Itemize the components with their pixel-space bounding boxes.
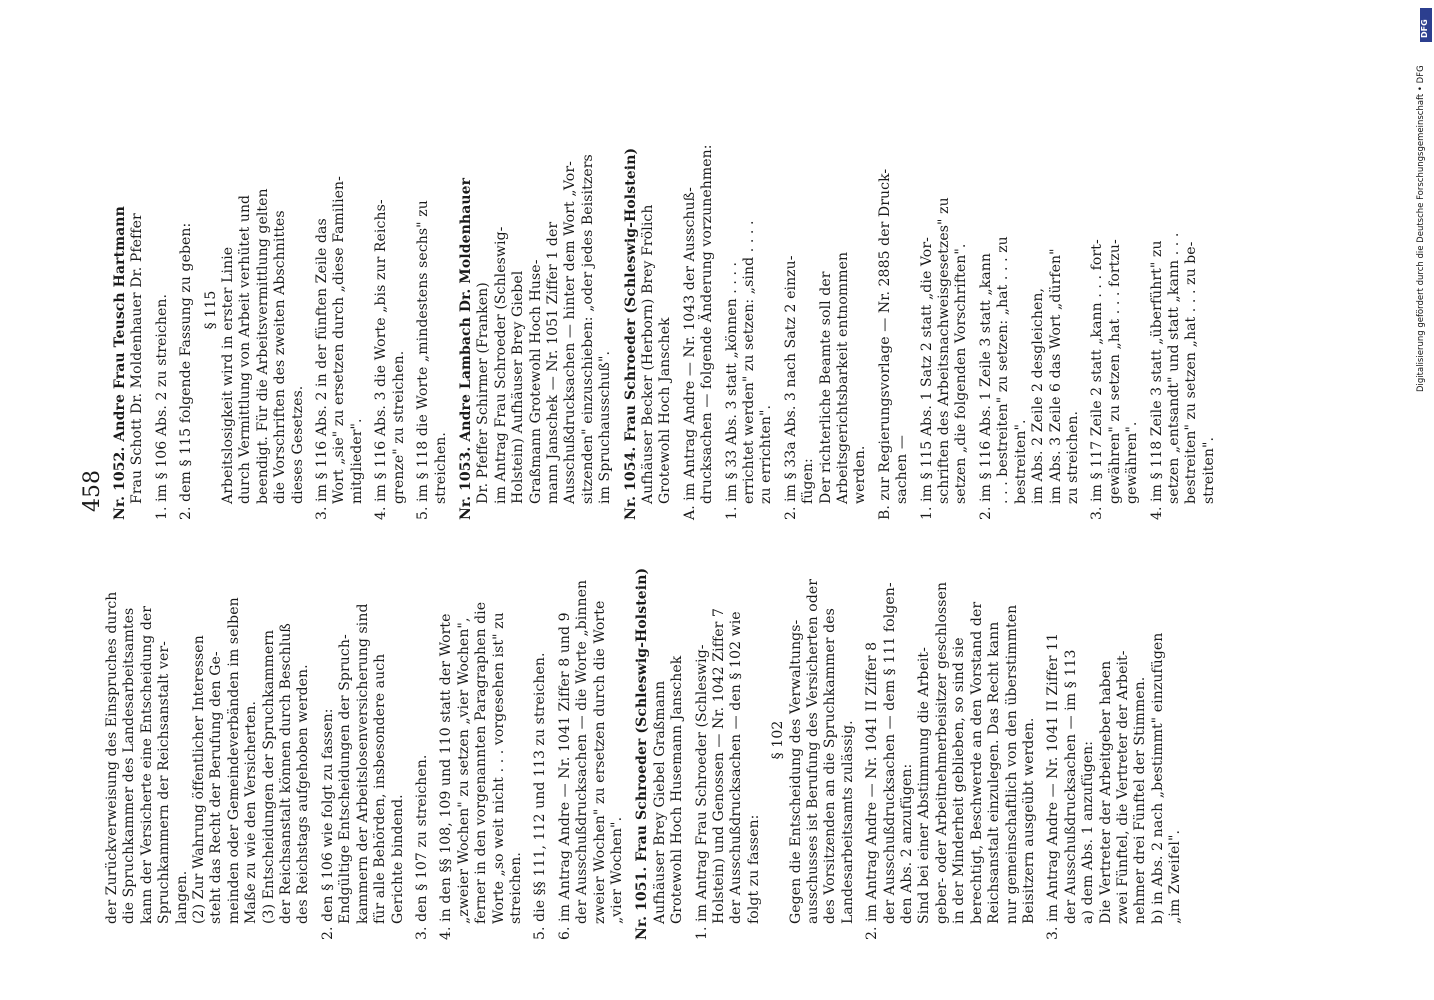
text-line: bestreiten". — [1012, 419, 1029, 504]
text-line: 4. in den §§ 108, 109 und 110 statt der Worte — [438, 613, 455, 940]
text-line: Ausschußdrucksachen — hinter dem Wort „Vor- — [562, 161, 579, 504]
text-line: 2. im § 33a Abs. 3 nach Satz 2 einzu- — [782, 255, 799, 520]
text-line: 5. im § 118 die Worte „mindestens sechs" zu — [415, 200, 432, 520]
text-line: 1. im § 33 Abs. 3 statt „können . . . . — [723, 261, 740, 520]
text-line: folgt zu fassen: — [745, 814, 762, 924]
right-column — [104, 100, 1217, 520]
text-line: kann der Versicherte eine Entscheidung der — [138, 605, 155, 924]
text-line: Nr. 1053. Andre Lambach Dr. Moldenhauer — [457, 177, 474, 520]
text-line: 2. im § 116 Abs. 1 Zeile 3 statt „kann — [977, 253, 994, 520]
text-line: setzen „entsandt" und statt „kann . . . — [1165, 232, 1182, 504]
page-number: 458 — [80, 470, 105, 512]
text-line: sachen — — [894, 435, 911, 504]
text-line: bestreiten" zu setzen „hat . . . zu be- — [1183, 241, 1200, 504]
text-line: Frau Schott Dr. Moldenhauer Dr. Pfeffer — [129, 213, 146, 504]
text-line: steht das Recht der Berufung den Ge- — [208, 651, 225, 924]
text-line: zweier Wochen" zu ersetzen durch die Worte — [591, 600, 608, 924]
text-line: 2. dem § 115 folgende Fassung zu geben: — [178, 222, 195, 520]
text-line: streichen. — [432, 432, 449, 504]
text-line: im Abs. 2 Zeile 2 desgleichen, — [1030, 287, 1047, 504]
text-line: des Reichstags aufgehoben werden. — [295, 664, 312, 924]
text-line: Grotewohl Hoch Husemann Janschek — [669, 655, 686, 924]
text-line: grenze" zu streichen. — [390, 350, 407, 504]
text-line: dieses Gesetzes. — [289, 385, 306, 504]
text-line: setzen „die folgenden Vorschriften". — [953, 243, 970, 504]
text-line: durch Vermittlung von Arbeit verhütet und — [237, 194, 254, 504]
text-line: nehmer drei Fünftel der Stimmen. — [1132, 676, 1149, 924]
text-line: (2) Zur Wahrung öffentlicher Interessen — [191, 635, 208, 924]
text-line: 3. im § 117 Zeile 2 statt „kann . . . fort- — [1089, 239, 1106, 520]
text-line: der Ausschußdrucksachen — dem § 111 folgen- — [881, 582, 898, 924]
text-line: Beisitzern ausgeübt werden. — [1020, 717, 1037, 924]
text-line: a) dem Abs. 1 anzufügen: — [1080, 740, 1097, 924]
text-line: der Ausschußdrucksachen — die Worte „binnen — [574, 579, 591, 924]
text-line: . . . bestreiten" zu setzen: „hat . . . zu — [995, 236, 1012, 504]
digitization-note — [1416, 0, 1434, 1000]
text-line: 4. im § 116 Abs. 3 die Worte „bis zur Reichs- — [373, 199, 390, 520]
text-line: Maße zu wie den Versicherten. — [243, 700, 260, 924]
text-line: der Ausschußdrucksachen — den § 102 wie — [728, 611, 745, 924]
text-line: 2. den § 106 wie folgt zu fassen: — [319, 708, 336, 940]
text-line: (3) Entscheidungen der Spruchkammern — [260, 629, 277, 924]
text-line: schriften des Arbeitsnachweisgesetzes" zu — [936, 197, 953, 504]
text-line: Holstein) Aufhäuser Brey Giebel — [510, 270, 527, 504]
text-line: A. im Antrag Andre — Nr. 1043 der Ausschuß- — [681, 187, 698, 520]
text-line: 1. im § 106 Abs. 2 zu streichen. — [153, 293, 170, 520]
text-line: beendigt. Für die Arbeitsvermittlung gelten — [254, 188, 271, 504]
text-line: b) in Abs. 2 nach „bestimmt" einzufügen — [1149, 632, 1166, 924]
text-line: Dr. Pfeffer Schirmer (Franken) — [475, 282, 492, 504]
text-line: streichen. — [507, 852, 524, 924]
text-line: 5. die §§ 111, 112 und 113 zu streichen. — [532, 652, 549, 940]
text-line: Landesarbeitsamts zulässig. — [839, 720, 856, 924]
text-line: Spruchkammern der Reichsanstalt ver- — [156, 641, 173, 924]
text-line: 4. im § 118 Zeile 3 statt „überführt" zu — [1148, 240, 1165, 520]
text-line: B. zur Regierungsvorlage — Nr. 2885 der Druck- — [876, 168, 893, 520]
text-line: Gerichte bindend. — [389, 794, 406, 924]
text-line: Grotewohl Hoch Janschek — [657, 317, 674, 504]
text-line: für alle Behörden, insbesondere auch — [372, 653, 389, 924]
text-line: Nr. 1052. Andre Frau Teusch Hartmann — [112, 206, 128, 520]
text-line: Aufhäuser Becker (Herborn) Brey Frölich — [639, 204, 656, 504]
dfg-logo-text: DFG — [1420, 19, 1429, 38]
text-line: Worte „so weit nicht . . . vorgesehen ist" zu — [490, 612, 507, 924]
text-line: Reichsanstalt einzulegen. Das Recht kann — [986, 621, 1003, 924]
text-line: meinden oder Gemeindeverbänden im selben — [225, 597, 242, 924]
text-line: nur gemeinschaftlich von den überstimmten — [1003, 604, 1020, 924]
text-line: berechtigt, Beschwerde an den Vorstand der — [968, 601, 985, 924]
text-line: 2. im Antrag Andre — Nr. 1041 II Ziffer 8 — [864, 641, 881, 940]
text-line: Endgültige Entscheidungen der Spruch- — [337, 634, 354, 924]
text-line: mitglieder". — [348, 418, 365, 504]
text-line: in der Minderheit geblieben, so sind sie — [951, 637, 968, 924]
text-line: Gegen die Entscheidung des Verwaltungs- — [787, 619, 804, 924]
text-line: mann Janschek — Nr. 1051 Ziffer 1 der — [544, 221, 561, 504]
text-line: fügen: — [800, 458, 817, 504]
text-line: § 115 — [202, 290, 219, 330]
text-line: „zweier Wochen" zu setzen „vier Wochen", — [455, 617, 472, 924]
text-line: kammern der Arbeitslosenversicherung sind — [354, 603, 371, 924]
text-line: zwei Fünftel, die Vertreter der Arbeit- — [1114, 650, 1131, 924]
text-line: die Vorschriften des zweiten Abschnittes — [272, 210, 289, 504]
text-line: Die Vertreter der Arbeitgeber haben — [1097, 660, 1114, 924]
text-line: im Antrag Frau Schroeder (Schleswig- — [492, 226, 509, 504]
text-line: § 102 — [770, 720, 787, 760]
rotated-text-frame — [80, 90, 1217, 940]
text-line: im Spruchausschuß". — [597, 350, 614, 504]
text-line: streiten". — [1200, 436, 1217, 504]
text-line: den Abs. 2 anzufügen: — [899, 763, 916, 924]
text-line: Der richterliche Beamte soll der — [817, 271, 834, 504]
text-line: Holstein) und Genossen — Nr. 1042 Ziffer 7 — [711, 607, 727, 924]
text-line: gewähren" zu setzen „hat . . . fortzu- — [1106, 239, 1123, 504]
text-line: geber- oder Arbeitnehmerbeisitzer geschlossen — [933, 581, 950, 924]
text-line: zu streichen. — [1064, 410, 1081, 504]
text-line: im Abs. 3 Zeile 6 das Wort „dürfen" — [1047, 248, 1064, 504]
text-line: langen. — [173, 870, 190, 924]
digitization-note-text: Digitalisierung gefördert durch die Deutsche Forschungsgemeinschaft • DFG — [1416, 65, 1426, 392]
text-line: der Ausschußdrucksachen — im § 113 — [1062, 649, 1079, 924]
text-line: Graßmann Grotewohl Hoch Huse- — [527, 259, 544, 504]
text-line: Nr. 1054. Frau Schroeder (Schleswig-Holstein) — [622, 147, 639, 520]
text-line: Aufhäuser Brey Giebel Graßmann — [651, 680, 668, 924]
text-line: Sind bei einer Abstimmung die Arbeit- — [916, 647, 933, 924]
text-line: der Zurückverweisung des Einspruches durch — [104, 591, 120, 924]
text-line: zu errichten". — [758, 404, 775, 504]
text-line: der Reichsanstalt können durch Beschluß — [278, 623, 295, 924]
text-line: ausschusses ist Berufung des Versicherten oder — [805, 578, 822, 924]
text-line: errichtet werden" zu setzen: „sind . . . . — [741, 220, 757, 504]
text-line: 3. den § 107 zu streichen. — [413, 754, 430, 940]
text-line: sitzenden" einzuschieben: „oder jedes Beisitzers — [579, 154, 596, 504]
text-line: 1. im § 115 Abs. 1 Satz 2 statt „die Vor- — [918, 237, 935, 520]
text-line: ferner in den vorgenannten Paragraphen die — [473, 601, 490, 924]
text-line: 6. im Antrag Andre — Nr. 1041 Ziffer 8 und 9 — [556, 612, 573, 940]
text-line: gewähren". — [1124, 421, 1141, 504]
text-line: 3. im Antrag Andre — Nr. 1041 II Ziffer 11 — [1045, 632, 1062, 940]
text-line: Nr. 1051. Frau Schroeder (Schleswig-Holstein) — [634, 567, 651, 940]
text-line: werden. — [852, 445, 869, 504]
text-line: 1. im Antrag Frau Schroeder (Schleswig- — [693, 644, 710, 940]
text-line: die Spruchkammer des Landesarbeitsamtes — [121, 607, 138, 924]
text-line: „im Zweifel". — [1167, 829, 1184, 924]
text-line: „vier Wochen". — [608, 816, 625, 924]
text-line: des Vorsitzenden an die Spruchkammer des — [822, 608, 839, 924]
text-line: drucksachen — folgende Änderung vorzunehmen: — [699, 144, 716, 504]
text-line: Wort „sie" zu ersetzen durch „diese Familien- — [331, 176, 348, 504]
text-line: 3. im § 116 Abs. 2 in der fünften Zeile das — [314, 218, 331, 520]
left-column — [104, 540, 1184, 940]
text-line: Arbeitsgerichtsbarkeit entnommen — [835, 251, 852, 504]
text-line: Arbeitslosigkeit wird in erster Linie — [220, 246, 237, 504]
